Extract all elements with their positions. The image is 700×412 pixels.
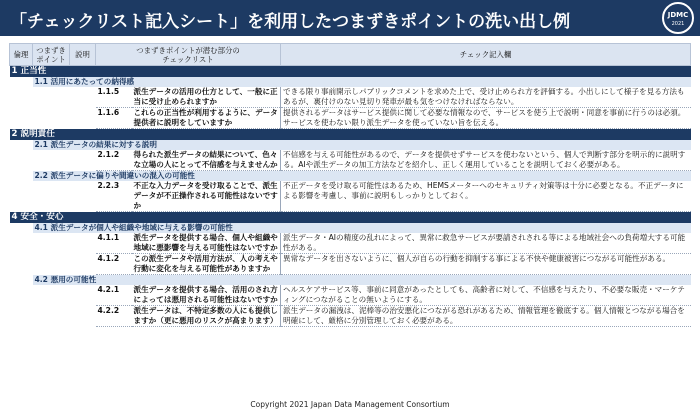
item-number: 4.2.1 <box>96 285 132 306</box>
item-number: 1.1.6 <box>96 108 132 129</box>
item-number: 2.2.3 <box>96 181 132 212</box>
item-number: 4.1.1 <box>96 233 132 254</box>
page-title: 「チェックリスト記入シート」を利用したつまずきポイントの洗い出し例 <box>10 12 571 32</box>
indent-cell <box>10 108 96 129</box>
table-header <box>10 44 691 66</box>
indent-cell <box>10 171 33 182</box>
section-row <box>10 129 691 141</box>
checklist-question: 派生データの活用の仕方として、一般に正当に受け止められますか <box>132 87 281 108</box>
group-row <box>10 140 691 150</box>
indent-cell <box>10 306 96 327</box>
indent-cell <box>10 254 96 275</box>
item-number: 1.1.5 <box>96 87 132 108</box>
indent-cell <box>10 285 96 306</box>
check-entry: 派生データの漏洩は、泥棒等の治安悪化につながる恐れがあるため、情報管理を徹底する。個人情報とつながる場合を明確にして、厳格に分別管理しておく必要がある。 <box>281 306 691 327</box>
header-kinyu: チェック記入欄 <box>281 44 691 66</box>
check-entry: 不信感を与える可能性があるので、データを提供せずサービスを使わないという、個人で判断す部分を明示的に説明する。AIや派生データの加工方法などを紹介し、正しく運用していることを説明しておく必要がある。 <box>281 150 691 171</box>
group-label: 4.2 悪用の可能性 <box>33 275 691 286</box>
checklist-item-row <box>10 306 691 327</box>
check-entry: ヘルスケアサービス等、事前に同意があったとしても、高齢者に対して、不信感を与えたり、不必要な販売・マーケティングにつながることの無いようにする。 <box>281 285 691 306</box>
check-entry: 不正データを受け取る可能性はあるため、HEMSメーターへのセキュリティ対策等は十分に必要となる。不正データによる影響を考慮し、事前に説明もしっかりとしておく。 <box>281 181 691 212</box>
logo-text: JDMC <box>667 11 689 19</box>
checklist-question: 派生データを提供する場合、個人や組織や地域に悪影響を与える可能性はないですか <box>132 233 281 254</box>
group-label: 2.1 派生データの結果に対する説明 <box>33 140 691 150</box>
group-label: 1.1 活用にあたっての納得感 <box>33 77 691 87</box>
section-label: 1 正当性 <box>10 66 691 78</box>
indent-cell <box>10 87 96 108</box>
check-entry: 異常なデータを出さないように、個人が自らの行動を抑制する事による不快や健康被害につながる可能性がある。 <box>281 254 691 275</box>
indent-cell <box>10 181 96 212</box>
checklist-question: 派生データは、不特定多数の人にも提供しますか（更に悪用のリスクが高まります） <box>132 306 281 327</box>
header-checklist: つまずきポイントが潜む部分の チェックリスト <box>96 44 281 66</box>
checklist-question: これらの正当性が利用するように、データ提供者に説明をしていますか <box>132 108 281 129</box>
indent-cell <box>10 233 96 254</box>
checklist-question: 不正な入力データを受け取ることで、派生データが不正操作される可能性はないですか <box>132 181 281 212</box>
indent-cell <box>10 223 33 233</box>
group-row <box>10 77 691 87</box>
section-row <box>10 212 691 224</box>
checklist-table <box>9 43 691 327</box>
checklist-item-row <box>10 150 691 171</box>
title-bar <box>0 0 700 36</box>
checklist-item-row <box>10 87 691 108</box>
checklist-item-row <box>10 254 691 275</box>
checklist-item-row <box>10 233 691 254</box>
indent-cell <box>10 275 33 286</box>
item-number: 4.2.2 <box>96 306 132 327</box>
header-point: つまずき ポイント <box>33 44 70 66</box>
group-row <box>10 171 691 182</box>
indent-cell <box>10 140 33 150</box>
checklist-question: 派生データを提供する場合、活用のされ方によっては悪用される可能性はないですか <box>132 285 281 306</box>
check-entry: 派生データ・AIの精度の乱れによって、異常に救急サービスが要請されされる等による地域社会への負荷増大する可能性がある。 <box>281 233 691 254</box>
section-label: 2 説明責任 <box>10 129 691 141</box>
check-entry: 提供されるデータはサービス提供に関して必要な情報なので、サービスを使う上で説明・同意を事前に行うのは必須。サービスを使わない限り派生データを使っていない旨を伝える。 <box>281 108 691 129</box>
item-number: 4.1.2 <box>96 254 132 275</box>
copyright-footer: Copyright 2021 Japan Data Management Consortium <box>250 400 450 409</box>
section-row <box>10 66 691 78</box>
checklist-question: 得られた派生データの結果について、色々な立場の人にとって不信感を与えませんか <box>132 150 281 171</box>
checklist-item-row <box>10 108 691 129</box>
checklist-item-row <box>10 181 691 212</box>
group-row <box>10 275 691 286</box>
indent-cell <box>10 150 96 171</box>
check-entry: できる限り事前開示しパブリックコメントを求めた上で、受け止められ方を評価する。小出しにして様子を見る方法もあるが、裏付けのない見切り発車が最も気をつけなければならない。 <box>281 87 691 108</box>
group-label: 4.1 派生データが個人や組織や地域に与える影響の可能性 <box>33 223 691 233</box>
indent-cell <box>10 77 33 87</box>
group-label: 2.2 派生データに偏りや間違いの混入の可能性 <box>33 171 691 182</box>
jdmc-logo <box>662 2 694 34</box>
logo-year: 2021 <box>671 21 685 27</box>
group-row <box>10 223 691 233</box>
table-body <box>10 66 691 327</box>
header-rinri: 倫理 <box>10 44 33 66</box>
item-number: 2.1.2 <box>96 150 132 171</box>
checklist-item-row <box>10 285 691 306</box>
checklist-question: この派生データや活用方法が、人の考えや行動に変化を与える可能性がありますか <box>132 254 281 275</box>
section-label: 4 安全・安心 <box>10 212 691 224</box>
header-setsumei: 説明 <box>70 44 96 66</box>
